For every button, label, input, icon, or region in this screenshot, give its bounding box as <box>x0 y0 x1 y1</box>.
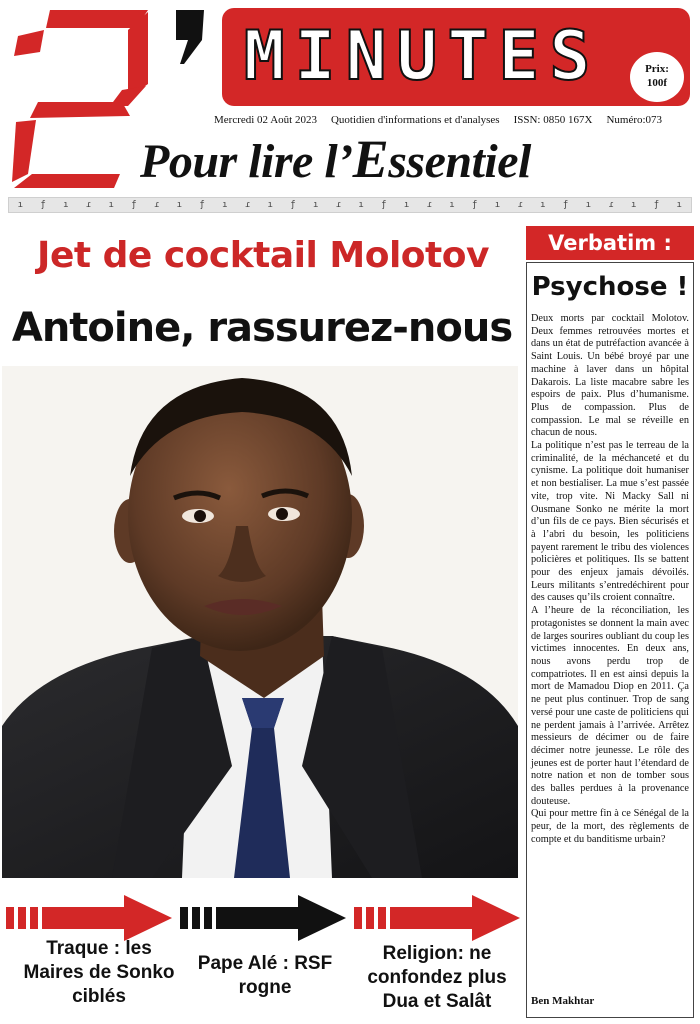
masthead-banner <box>222 8 690 106</box>
section-label: Verbatim : <box>526 226 694 260</box>
price-label: Prix: <box>645 63 669 75</box>
issue-number: Numéro:073 <box>606 114 663 126</box>
teaser-arrow-2 <box>180 893 346 943</box>
story-kicker: Jet de cocktail Molotov <box>37 235 489 276</box>
issue-issn: ISSN: 0850 167X <box>513 114 593 126</box>
slogan <box>140 126 695 192</box>
editorial-body <box>531 313 689 847</box>
editorial-title: Psychose ! <box>531 272 689 302</box>
price-value: 100f <box>646 77 668 89</box>
price-badge <box>630 52 684 102</box>
slogan-part2: ssentiel <box>388 135 531 188</box>
teaser-1[interactable]: Traque : les Maires de Sonko ciblés <box>23 938 175 1007</box>
masthead-title: MINUTES <box>243 17 601 96</box>
logo-digit-two <box>10 6 160 190</box>
slogan-initial: E <box>352 129 389 189</box>
editorial-paragraph: Qui pour mettre fin à ce Sénégal de la peur, de la mort, des règlements de compte et du banditisme urbain? <box>531 808 689 845</box>
issue-tagline: Quotidien d'informations et d'analyses <box>330 114 500 126</box>
portrait-photo <box>2 366 518 878</box>
issue-date: Mercredi 02 Août 2023 <box>214 114 317 126</box>
editorial-paragraph: La politique n’est pas le terreau de la criminalité, de la méchanceté et du cynisme. La politique doit humaniser et non bestialiser. La mue s’est passée vite, trop vite. Ni Macky Sall ni Ousmane Sonko ne mérite la mort d’un fils de ce pays. Bien sécurisés et à l’abri du besoin, les politiciens payent rarement le tribu des violences policières et politiques. Ils se battent pour des enjeux jamais dévoilés. Leurs militants s’entredéchirent pour des causes qu’ils croient connaître. <box>531 440 689 604</box>
slogan-part1: Pour lire l’ <box>140 135 353 188</box>
editorial-paragraph: Deux morts par cocktail Molotov. Deux femmes retrouvées mortes et dans un état de putréfaction avancée à Saint Louis. Un bébé broyé par une machine à laver dans un hôpital Dakarois. La liste macabre sabre les espoirs de paix. Plus d’humanisme. Plus de compassion. Plus de compassion. Le mal se réveille en chacun de nous. <box>531 313 689 439</box>
teaser-arrow-1 <box>6 893 172 943</box>
editorial-paragraph: A l’heure de la réconciliation, les protagonistes se donnent la main avec de larges sourires oubliant du coup les victimes innocentes. En deux ans, nous avons perdu trop de compatriotes. Il en est ainsi depuis la mort de Mamadou Diop en 2011. Ça ne peut plus continuer. Trop de sang versé pour une caste de politiciens qui ne perdent jamais à l’arrivée. Arrêtez messieurs de décimer ou de faire décimer notre jeunesse. Le rôle des jeunes est de porter haut l’étendard de notre nation et non de tomber sous des balles perdues à la provenance douteuse. <box>531 605 689 807</box>
editorial-author: Ben Makhtar <box>531 995 595 1007</box>
editorial-column <box>526 262 694 1018</box>
logo-apostrophe <box>170 8 206 66</box>
decorative-ticker: ı ƒ ı ɾ ı ƒ ɾ ı ƒ ı ɾ ı ƒ ı ɾ ı ƒ ı ɾ ı ƒ ı ɾ ı ƒ ı ɾ ı ƒ ı <box>8 197 692 213</box>
teaser-3[interactable]: Religion: ne confondez plus Dua et Salât <box>367 943 507 1012</box>
teaser-2[interactable]: Pape Alé : RSF rogne <box>197 953 333 998</box>
teaser-arrow-3 <box>354 893 520 943</box>
story-headline: Antoine, rassurez-nous <box>11 305 513 351</box>
issue-meta <box>214 114 694 126</box>
